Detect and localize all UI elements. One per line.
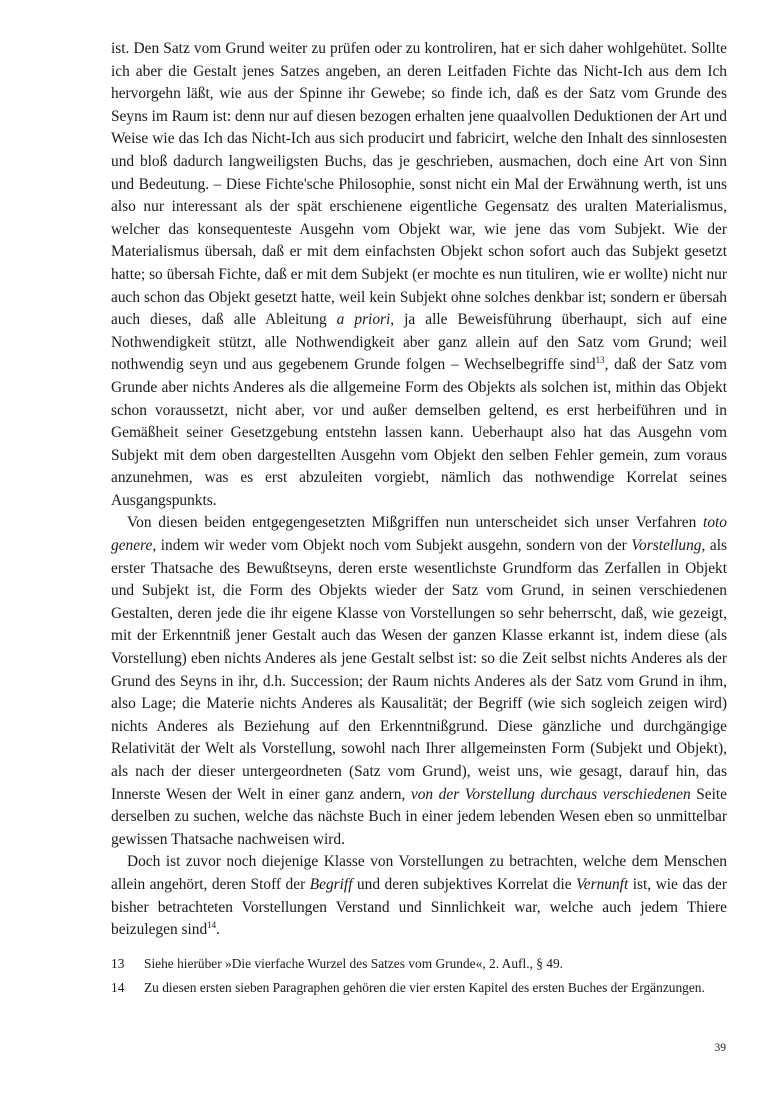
page-body [111,38,727,1002]
footnote-ref-13[interactable]: 13 [595,355,605,366]
paragraph-1: ist. Den Satz vom Grund weiter zu prüfen oder zu kontroliren, hat er sich daher wohlgehütet. Sollte ich aber die Gestalt jenes Satzes angeben, an deren Leitfaden Fichte das Nicht-Ich aus dem Ich hervorgehn läßt, wie aus der Spinne ihr Gewebe; so finde ich, daß es der Satz vom Grunde des Seyns im Raum ist: denn nur auf diesen bezogen erhalten jene quaalvollen Deduktionen der Art und Weise wie das Ich das Nicht-Ich aus sich producirt und fabricirt, welche den Inhalt des sinnlosesten und bloß dadurch langweiligsten Buchs, das je geschrieben, ausmachen, doch eine Art von Sinn und Bedeutung. – Diese Fichte'sche Philosophie, sonst nicht ein Mal der Erwähnung werth, ist uns also nur interessant als der spät erschienene eigentliche Gegensatz des uralten Materialismus, welcher das konsequenteste Ausgehn vom Objekt war, wie jene das vom Subjekt. Wie der Materialismus übersah, daß er mit dem einfachsten Objekt schon sofort auch das Subjekt gesetzt hatte; so übersah Fichte, daß er mit dem Subjekt (er mochte es nun tituliren, wie er wollte) nicht nur auch schon das Objekt gesetzt hatte, weil kein Subjekt ohne solches denkbar ist; sondern er übersah auch dieses, daß alle Ableitung a priori, ja alle Beweisführung überhaupt, sich auf eine Nothwendigkeit stützt, alle Nothwendigkeit aber ganz allein auf den Satz vom Grund; weil nothwendig seyn und aus gegebenem Grunde folgen – Wechselbegriffe sind$^{13}$, daß der Satz vom Grunde aber nichts Anderes als die allgemeine Form des Objekts als solchen ist, mithin das Objekt schon voraussetzt, nicht aber, vor und außer demselben geltend, es erst herbeiführen und in Gemäßheit seiner Gesetzgebung entstehn lassen kann. Ueberhaupt also hat das Ausgehn vom Subjekt mit dem oben dargestellten Ausgehn vom Objekt den selben Fehler gemein, zum voraus anzunehmen, was es erst abzuleiten vorgiebt, nämlich das nothwendige Korrelat seines Ausgangspunkts. [111,40,727,509]
emphasis-toto-genere: toto genere [111,514,727,555]
footnote-text: Zu diesen ersten sieben Paragraphen gehören die vier ersten Kapitel des ersten Buches der Ergänzungen. [144,979,705,995]
emphasis-vernunft: Vernunft [576,875,629,893]
footnote-14 [111,978,727,998]
footnote-13 [111,954,727,974]
emphasis-verschiedenen: von der Vorstellung durchaus verschiedenen [410,785,691,803]
emphasis-a-priori: a priori [336,311,391,329]
footnotes [111,954,727,998]
paragraph-3: Doch ist zuvor noch diejenige Klasse von Vorstellungen zu betrachten, welche dem Menschen allein angehört, deren Stoff der Begriff und deren subjektives Korrelat die Vernunft ist, wie das der bisher betrachteten Vorstellungen Verstand und Sinnlichkeit war, welche auch jedem Thiere beizulegen sind$^{14}$. [111,853,727,939]
footnote-number: 13 [111,955,125,971]
emphasis-begriff: Begriff [309,875,353,893]
page-number: 39 [714,1042,726,1054]
footnote-ref-14[interactable]: 14 [207,920,217,931]
paragraph-2: Von diesen beiden entgegengesetzten Mißgriffen nun unterscheidet sich unser Verfahren toto genere, indem wir weder vom Objekt noch vom Subjekt ausgehn, sondern von der Vorstellung, als erster Thatsache des Bewußtseyns, deren erste wesentlichste Grundform das Zerfallen in Objekt und Subjekt ist, die Form des Objekts wieder der Satz vom Grund, in seinen verschiedenen Gestalten, deren jede die ihr eigene Klasse von Vorstellungen so sehr beherrscht, daß, wie gezeigt, mit der Erkenntniß jener Gestalt auch das Wesen der ganzen Klasse erkannt ist, indem diese (als Vorstellung) eben nichts Anderes als jene Gestalt selbst ist: so die Zeit selbst nichts Anderes als der Grund des Seyns in ihr, d.h. Succession; der Raum nichts Anderes als der Satz vom Grund in ihm, also Lage; die Materie nichts Anderes als Kausalität; der Begriff (wie sich sogleich zeigen wird) nichts Anderes als Beziehung auf den Erkenntnißgrund. Diese gänzliche und durchgängige Relativität der Welt als Vorstellung, sowohl nach Ihrer allgemeinsten Form (Subjekt und Objekt), als nach der dieser untergeordneten (Satz vom Grund), weist uns, wie gesagt, darauf hin, das Innerste Wesen der Welt in einer ganz andern, von der Vorstellung durchaus verschiedenen Seite derselben zu suchen, welche das nächste Buch in einer jedem lebenden Wesen eben so unmittelbar gewissen Thatsache nachweisen wird. [111,514,728,848]
footnote-text: Siehe hierüber »Die vierfache Wurzel des Satzes vom Grunde«, 2. Aufl., § 49. [144,955,564,971]
footnote-number: 14 [111,979,125,995]
emphasis-vorstellung: Vorstellung [631,537,702,555]
